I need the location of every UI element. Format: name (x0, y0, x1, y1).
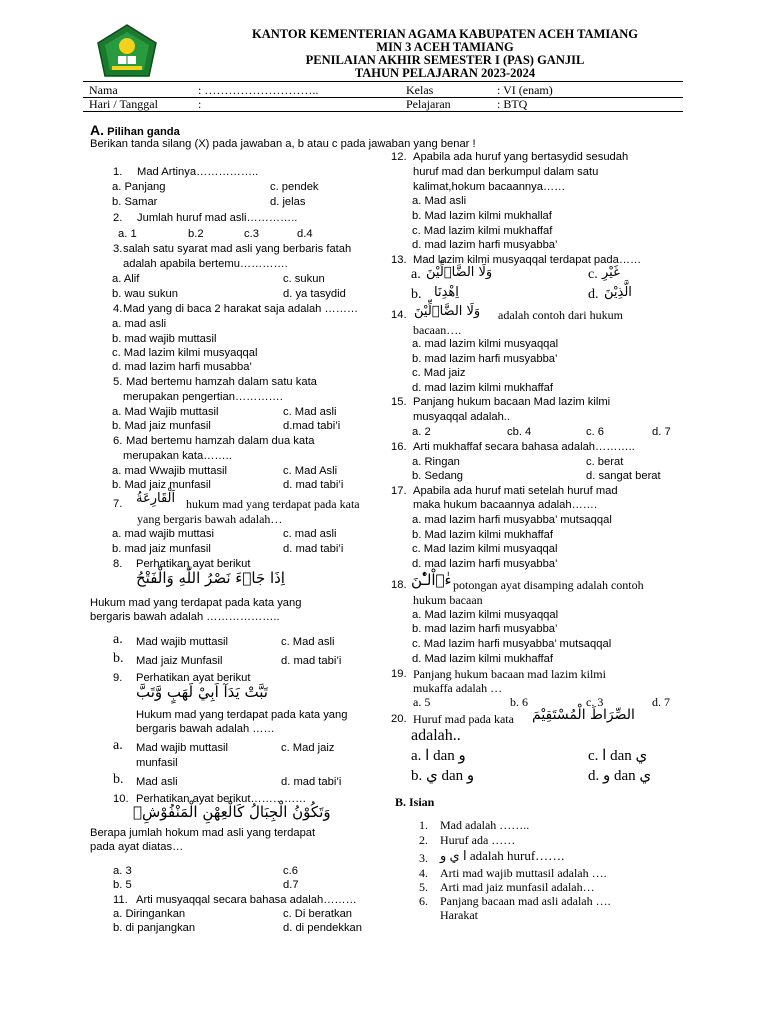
q16-option-d[interactable]: d. sangat berat (586, 470, 661, 482)
isian-5-text[interactable]: Arti mad jaiz munfasil adalah… (440, 880, 595, 894)
q13-option-c-letter: c. (588, 267, 598, 282)
isian-6-number: 6. (419, 894, 428, 908)
q18-text-1: potongan ayat disamping adalah contoh (453, 578, 644, 592)
q11-text: Arti musyaqqal secara bahasa adalah……… (136, 894, 357, 906)
q8-number: 8. (113, 558, 123, 570)
q17-text-2: maka hukum bacaannya adalah……. (413, 499, 598, 511)
q2-option-a[interactable]: a. 1 (118, 228, 137, 240)
q9-option-c-cont: munfasil (136, 757, 178, 769)
header-line-3: PENILAIAN AKHIR SEMESTER I (PAS) GANJIL (305, 53, 585, 67)
q1-number: 1. (113, 166, 123, 178)
header-line-4: TAHUN PELAJARAN 2023-2024 (354, 66, 536, 80)
isian-4-number: 4. (419, 866, 428, 880)
q6-option-d[interactable]: d. mad tabi’i (283, 479, 344, 491)
q20-option-b[interactable]: b. ي dan و (411, 768, 475, 784)
section-a-instruction: Berikan tanda silang (X) pada jawaban a, b atau c pada jawaban yang benar ! (90, 138, 476, 150)
q2-option-c[interactable]: c.3 (244, 228, 259, 240)
q8-text-2: bergaris bawah adalah ……………….. (90, 611, 280, 623)
q3-option-d[interactable]: d. ya tasydid (283, 288, 346, 300)
q1-text: Mad Artinya…………….. (137, 166, 259, 178)
q15-text-1: Panjang hukum bacaan Mad lazim kilmi (413, 396, 611, 408)
q5-number: 5. (113, 376, 123, 388)
q14-option-d[interactable]: d. mad lazim kilmi mukhaffaf (412, 382, 553, 394)
q15-number: 15. (391, 396, 407, 408)
q11-option-b[interactable]: b. di panjangkan (113, 922, 196, 934)
q10-text: Perhatikan ayat berikut…………… (136, 793, 307, 805)
isian-6-text[interactable]: Panjang bacaan mad asli adalah …. (440, 894, 611, 908)
isian-3-text[interactable]: ا ي و adalah huruf……. (440, 848, 565, 863)
header-line-2: MIN 3 ACEH TAMIANG (376, 40, 514, 54)
q7-text-1: hukum mad yang terdapat pada kata (186, 497, 360, 511)
q14-number: 14. (391, 309, 407, 321)
hari-value: : (198, 97, 202, 111)
pelajaran-label: Pelajaran (406, 97, 451, 111)
q9-option-b-letter: b. (113, 772, 124, 787)
q8-arabic-verse: اِذَا جَاۤءَ نَصْرُ اللّٰهِ وَالْفَتْحُ (136, 569, 285, 587)
q5-text-1: Mad bertemu hamzah dalam satu kata (126, 376, 317, 388)
q12-number: 12. (391, 151, 407, 163)
q10-option-a[interactable]: a. 3 (113, 865, 132, 877)
q3-option-a[interactable]: a. Alif (112, 273, 140, 285)
q17-option-b[interactable]: b. Mad lazim kilmi mukhaffaf (412, 529, 553, 541)
q7-option-a[interactable]: a. mad wajib muttasi (112, 528, 214, 540)
nama-label: Nama (89, 83, 118, 97)
q12-option-d[interactable]: d. mad lazim harfi musyabba’ (412, 239, 558, 251)
q7-option-d[interactable]: d. mad tabi’i (283, 543, 344, 555)
q14-arabic: وَلَا الضَّاۤلِّيْنَ (414, 304, 481, 319)
q20-text-1: Huruf mad pada kata (413, 712, 514, 726)
isian-2-number: 2. (419, 833, 428, 847)
isian-3-number: 3. (419, 851, 428, 865)
q13-option-b[interactable]: اِهْدِنَا (434, 285, 459, 300)
q20-text-2: adalah.. (411, 727, 461, 744)
q9-text-2: bergaris bawah adalah …… (136, 723, 275, 735)
q4-option-d[interactable]: d. mad lazim harfi musabba’ (112, 361, 252, 373)
q9-option-c[interactable]: c. Mad jaiz (281, 742, 335, 754)
q9-option-d[interactable]: d. mad tabi’i (281, 776, 342, 788)
q3-text-2: adalah apabila bertemu…………. (123, 258, 288, 270)
q2-option-b[interactable]: b.2 (188, 228, 204, 240)
kelas-label: Kelas (406, 83, 434, 97)
q12-text-2: huruf mad dan berkumpul dalam satu (413, 166, 599, 178)
q13-option-d-letter: d. (588, 287, 599, 302)
q20-option-c[interactable]: c. ا dan ي (588, 748, 648, 764)
q10-option-d[interactable]: d.7 (283, 879, 299, 891)
q15-text-2: musyaqqal adalah.. (413, 411, 511, 423)
q10-arabic-verse: وَتَكُوْنُ الْجِبَالُ كَالْعِهْنِ الْمَنْفُوْشِۗ (133, 803, 331, 821)
q10-text-1: Berapa jumlah hokum mad asli yang terdapat (90, 827, 316, 839)
q14-text-2: bacaan…. (413, 323, 462, 337)
q17-text-1: Apabila ada huruf mati setelah huruf mad (413, 485, 618, 497)
isian-2-text[interactable]: Huruf ada …… (440, 833, 516, 847)
q3-text-1: salah satu syarat mad asli yang berbaris fatah (123, 243, 352, 255)
q5-option-c[interactable]: c. Mad asli (283, 406, 337, 418)
q7-arabic: اَلْقَارِعَةُ (136, 491, 176, 506)
q6-text-1: Mad bertemu hamzah dalam dua kata (126, 435, 315, 447)
q17-option-a[interactable]: a. mad lazim harfi musyabba’ mutsaqqal (412, 514, 612, 526)
q8-text-1: Hukum mad yang terdapat pada kata yang (90, 597, 302, 609)
q6-option-c[interactable]: c. Mad Asli (283, 465, 338, 477)
q5-text-2: merupakan pengertian…………. (123, 391, 283, 403)
q12-option-c[interactable]: c. Mad lazim kilmi mukhaffaf (412, 225, 553, 237)
hari-label: Hari / Tanggal (89, 97, 158, 111)
q13-option-a[interactable]: وَلَا الضَّاۤلِّيْنَ (426, 265, 493, 280)
q11-option-a[interactable]: a. Diringankan (113, 908, 186, 920)
q18-number: 18. (391, 579, 407, 591)
q10-option-b[interactable]: b. 5 (113, 879, 132, 891)
q18-text-2: hukum bacaan (413, 593, 483, 607)
isian-5-number: 5. (419, 880, 428, 894)
pelajaran-value: : BTQ (497, 97, 528, 111)
q13-text: Mad lazim kilmi musyaqqal terdapat pada…… (413, 254, 642, 266)
q4-text: Mad yang di baca 2 harakat saja adalah ……… (123, 303, 359, 315)
q14-option-c[interactable]: c. Mad jaiz (412, 367, 466, 379)
q15-option-a[interactable]: a. 2 (412, 426, 431, 438)
q19-text-1: Panjang hukum bacaan mad lazim kilmi (413, 667, 606, 681)
q6-number: 6. (113, 435, 123, 447)
section-a-heading: A. Pilihan ganda (90, 122, 180, 138)
q8-option-b[interactable]: Mad jaiz Munfasil (136, 655, 223, 667)
q16-option-a[interactable]: a. Ringan (412, 456, 460, 468)
q13-option-c[interactable]: غَيْرِ (602, 265, 620, 280)
q8-option-d[interactable]: d. mad tabi’i (281, 655, 342, 667)
q19-option-d[interactable]: d. 7 (652, 695, 670, 709)
q15-option-b[interactable]: cb. 4 (507, 426, 532, 438)
q14-option-a[interactable]: a. mad lazim kilmi musyaqqal (412, 338, 559, 350)
q13-option-b-letter: b. (411, 287, 422, 302)
q20-option-a[interactable]: a. ا dan و (411, 748, 466, 764)
q9-text: Perhatikan ayat berikut (136, 672, 251, 684)
q2-option-d[interactable]: d.4 (297, 228, 313, 240)
q12-option-a[interactable]: a. Mad asli (412, 195, 467, 207)
q18-option-c[interactable]: c. Mad lazim harfi musyabba’ mutsaqqal (412, 638, 612, 650)
q2-number: 2. (113, 212, 123, 224)
q3-number: 3. (113, 243, 123, 255)
q20-number: 20. (391, 713, 407, 725)
q17-option-d[interactable]: d. mad lazim harfi musyabba’ (412, 558, 558, 570)
q9-option-b[interactable]: Mad asli (136, 776, 178, 788)
q20-arabic: الصِّرَاطَ الْمُسْتَقِيْمَ (532, 707, 635, 723)
q15-option-d[interactable]: d. 7 (652, 426, 671, 438)
q5-option-b[interactable]: b. Mad jaiz munfasil (112, 420, 211, 432)
q13-option-a-letter: a. (411, 267, 421, 282)
q6-option-a[interactable]: a. mad Wwajib muttasil (112, 465, 228, 477)
header-line-1: KANTOR KEMENTERIAN AGAMA KABUPATEN ACEH TAMIANG (251, 27, 639, 41)
q8-option-c[interactable]: c. Mad asli (281, 636, 335, 648)
q16-text: Arti mukhaffaf secara bahasa adalah……….. (413, 441, 635, 453)
q9-number: 9. (113, 672, 123, 684)
q13-number: 13. (391, 254, 407, 266)
q14-option-b[interactable]: b. mad lazim harfi musyabba’ (412, 353, 558, 365)
right-column (384, 0, 768, 1024)
q5-option-a[interactable]: a. Mad Wajib muttasil (112, 406, 219, 418)
q6-option-b[interactable]: b. Mad jaiz munfasil (112, 479, 211, 491)
q1-option-d[interactable]: d. jelas (270, 196, 306, 208)
q7-number: 7. (113, 498, 123, 510)
q11-option-c[interactable]: c. Di beratkan (283, 908, 353, 920)
nama-value: : ……………………….. (198, 83, 319, 97)
isian-4-text[interactable]: Arti mad wajib muttasil adalah …. (440, 866, 607, 880)
kelas-value: : VI (enam) (497, 83, 553, 97)
q4-number: 4. (113, 303, 123, 315)
q12-text-3: kalimat,hokum bacaannya…… (413, 181, 566, 193)
q16-option-c[interactable]: c. berat (586, 456, 624, 468)
q7-text-2: yang bergaris bawah adalah… (137, 512, 283, 526)
q20-option-d[interactable]: d. و dan ي (588, 768, 652, 784)
q10-number: 10. (113, 793, 129, 805)
q1-option-c[interactable]: c. pendek (270, 181, 319, 193)
isian-1-text[interactable]: Mad adalah …….. (440, 818, 530, 832)
q4-option-a[interactable]: a. mad asli (112, 318, 167, 330)
q18-arabic: ءٰۤاْلـْٰٔنَ (411, 571, 452, 589)
q19-option-a[interactable]: a. 5 (413, 695, 431, 709)
section-b-heading: B. Isian (395, 795, 435, 809)
q12-option-b[interactable]: b. Mad lazim kilmi mukhallaf (412, 210, 552, 222)
q6-text-2: merupakan kata…….. (123, 450, 232, 462)
q13-option-d[interactable]: الَّذِيْنَ (604, 285, 632, 300)
q8-option-a-letter: a. (113, 632, 123, 647)
q9-text-1: Hukum mad yang terdapat pada kata yang (136, 709, 348, 721)
q4-option-c[interactable]: c. Mad lazim kilmi musyaqqal (112, 347, 258, 359)
q9-arabic-verse: تَبَّتْ يَدَآ اَبِيْ لَهَبٍ وَّتَبَّ (136, 683, 268, 701)
q17-number: 17. (391, 485, 407, 497)
q16-option-b[interactable]: b. Sedang (412, 470, 464, 482)
q19-text-2: mukaffa adalah … (413, 681, 503, 695)
q8-option-b-letter: b. (113, 651, 124, 666)
q10-option-c[interactable]: c.6 (283, 865, 298, 877)
q3-option-b[interactable]: b. wau sukun (112, 288, 178, 300)
q9-option-a-letter: a. (113, 738, 123, 753)
isian-6-cont: Harakat (440, 908, 478, 922)
q18-option-b[interactable]: b. mad lazim harfi musyabba’ (412, 623, 558, 635)
q2-text: Jumlah huruf mad asli………….. (137, 212, 298, 224)
q19-number: 19. (391, 668, 407, 680)
q18-option-a[interactable]: a. Mad lazim kilmi musyaqqal (412, 609, 559, 621)
q15-option-c[interactable]: c. 6 (586, 426, 605, 438)
q16-number: 16. (391, 441, 407, 453)
q10-text-2: pada ayat diatas… (90, 841, 184, 853)
q11-option-d[interactable]: d. di pendekkan (283, 922, 362, 934)
q17-option-c[interactable]: c. Mad lazim kilmi musyaqqal (412, 543, 558, 555)
q7-option-c[interactable]: c. mad asli (283, 528, 337, 540)
q5-option-d[interactable]: d.mad tabi’i (283, 420, 341, 432)
q4-option-b[interactable]: b. mad wajib muttasil (112, 333, 217, 345)
q8-option-a[interactable]: Mad wajib muttasil (136, 636, 229, 648)
q18-option-d[interactable]: d. Mad lazim kilmi mukhaffaf (412, 653, 553, 665)
q9-option-a[interactable]: Mad wajib muttasil (136, 742, 229, 754)
q14-text-1: adalah contoh dari hukum (498, 308, 623, 322)
isian-1-number: 1. (419, 818, 428, 832)
q19-option-c[interactable]: c. 3 (586, 695, 604, 709)
q8-text: Perhatikan ayat berikut (136, 558, 251, 570)
q7-option-b[interactable]: b. mad jaiz munfasil (112, 543, 211, 555)
q1-option-a[interactable]: a. Panjang (112, 181, 166, 193)
q3-option-c[interactable]: c. sukun (283, 273, 325, 285)
q1-option-b[interactable]: b. Samar (112, 196, 158, 208)
q12-text-1: Apabila ada huruf yang bertasydid sesudah (413, 151, 629, 163)
q19-option-b[interactable]: b. 6 (510, 695, 528, 709)
q11-number: 11. (113, 894, 128, 906)
